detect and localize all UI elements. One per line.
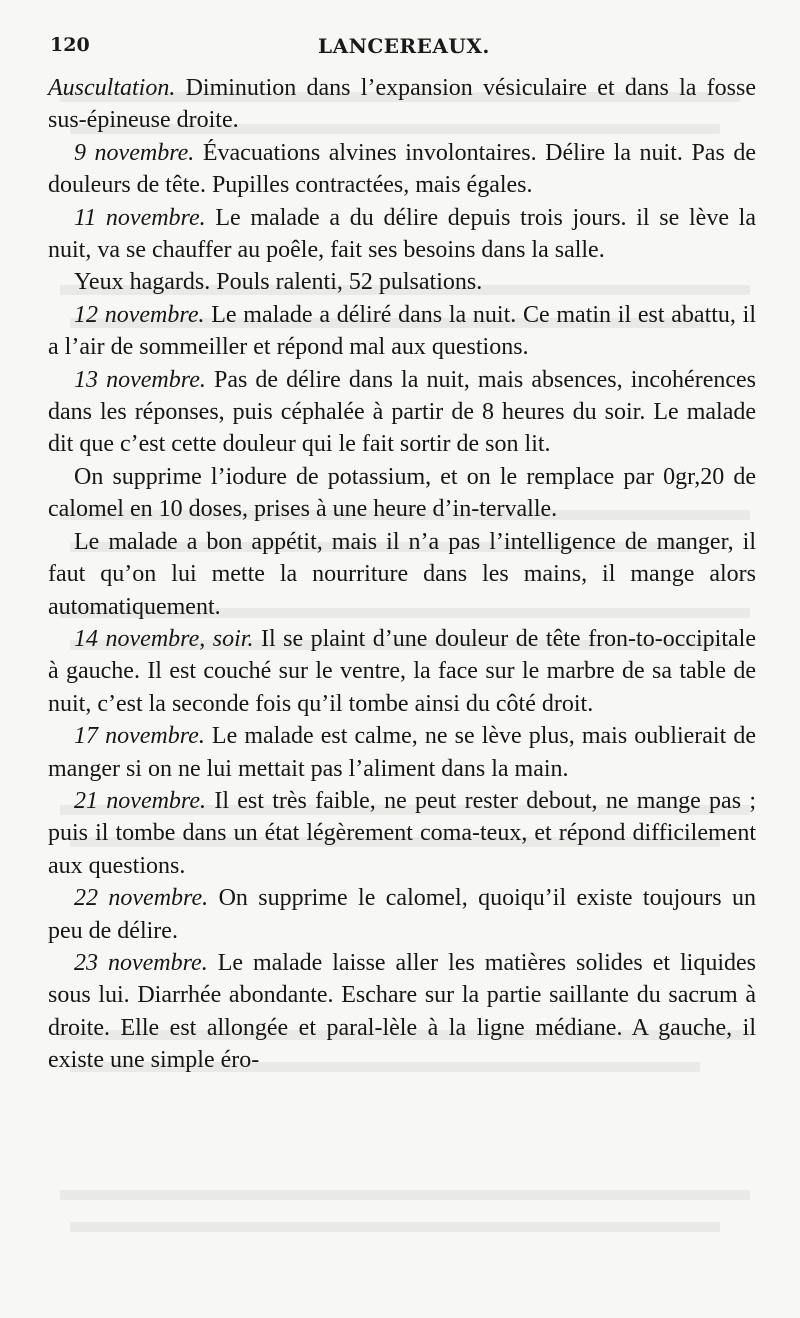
paragraph-lead: 13 novembre. bbox=[74, 366, 206, 393]
paragraph-lead: 17 novembre. bbox=[74, 723, 205, 750]
paragraph-text: Le malade laisse aller les matières solides et liquides sous lui. Diarrhée abondante. Eschare sur la partie saillante du sacrum à droite. Elle est allongée et paral-lèle à la ligne médiane. A gauche, il existe une simple éro- bbox=[48, 949, 756, 1074]
paragraph-text: Évacuations alvines involontaires. Délire la nuit. Pas de douleurs de tête. Pupilles contractées, mais égales. bbox=[48, 139, 756, 199]
paragraph-22-novembre bbox=[48, 882, 756, 947]
paragraph-lead: 11 novembre. bbox=[74, 204, 206, 231]
page-header bbox=[50, 34, 760, 64]
paragraph-lead: 9 novembre. bbox=[74, 139, 195, 166]
page-number: 120 bbox=[50, 34, 90, 56]
paragraph-14-novembre bbox=[48, 623, 756, 720]
body-text bbox=[48, 72, 756, 1077]
paragraph-lead: 22 novembre. bbox=[74, 885, 209, 912]
paragraph-text: On supprime le calomel, quoiqu’il existe toujours un peu de délire. bbox=[48, 885, 756, 944]
paragraph-text: Il se plaint d’une douleur de tête fron-to-occipitale à gauche. Il est couché sur le ventre, la face sur le marbre de sa table de nuit, c’est la seconde fois qu’il tombe ainsi du côté droit. bbox=[48, 625, 756, 717]
paragraph-lead: 21 novembre. bbox=[74, 787, 207, 814]
paragraph-lead: 23 novembre. bbox=[74, 949, 208, 976]
paragraph-lead: 12 novembre. bbox=[74, 301, 205, 328]
paragraph-text: Il est très faible, ne peut rester debout, ne mange pas ; puis il tombe dans un état légèrement coma-teux, et répond difficilement aux questions. bbox=[48, 787, 756, 879]
paragraph-auscultation bbox=[48, 72, 756, 137]
paragraph-text: Le malade a bon appétit, mais il n’a pas l’intelligence de manger, il faut qu’on lui mette la nourriture dans les mains, il mange alors automatiquement. bbox=[48, 528, 756, 620]
paragraph-21-novembre bbox=[48, 785, 756, 882]
paragraph-calomel-dose bbox=[48, 461, 756, 526]
paragraph-text: Le malade a déliré dans la nuit. Ce matin il est abattu, il a l’air de sommeiller et répond mal aux questions. bbox=[48, 301, 756, 361]
paragraph-appetit bbox=[48, 526, 756, 623]
running-head: LANCEREAUX. bbox=[318, 34, 490, 58]
paragraph-17-novembre bbox=[48, 720, 756, 785]
paragraph-yeux-hagards bbox=[48, 266, 756, 298]
paragraph-text: Le malade a du délire depuis trois jours. il se lève la nuit, va se chauffer au poêle, fait ses besoins dans la salle. bbox=[48, 204, 756, 264]
paragraph-text: Le malade est calme, ne se lève plus, mais oublierait de manger si on ne lui mettait pas l’aliment dans la main. bbox=[48, 723, 756, 782]
paragraph-9-novembre bbox=[48, 137, 756, 202]
paragraph-13-novembre bbox=[48, 364, 756, 461]
paragraph-text: Pas de délire dans la nuit, mais absences, incohérences dans les réponses, puis céphalée à partir de 8 heures du soir. Le malade dit que c’est cette douleur qui le fait sortir de son lit. bbox=[48, 366, 756, 458]
paragraph-12-novembre bbox=[48, 299, 756, 364]
paragraph-text: Diminution dans l’expansion vésiculaire et dans la fosse sus-épineuse droite. bbox=[48, 75, 756, 134]
paragraph-23-novembre bbox=[48, 947, 756, 1077]
paragraph-lead: 14 novembre, soir. bbox=[74, 625, 254, 652]
paragraph-text: Yeux hagards. Pouls ralenti, 52 pulsations. bbox=[74, 269, 483, 296]
paragraph-11-novembre bbox=[48, 202, 756, 267]
paragraph-lead: Auscultation. bbox=[48, 75, 176, 101]
paragraph-text: On supprime l’iodure de potassium, et on le remplace par 0gr,20 de calomel en 10 doses, prises à une heure d’in-tervalle. bbox=[48, 463, 756, 523]
